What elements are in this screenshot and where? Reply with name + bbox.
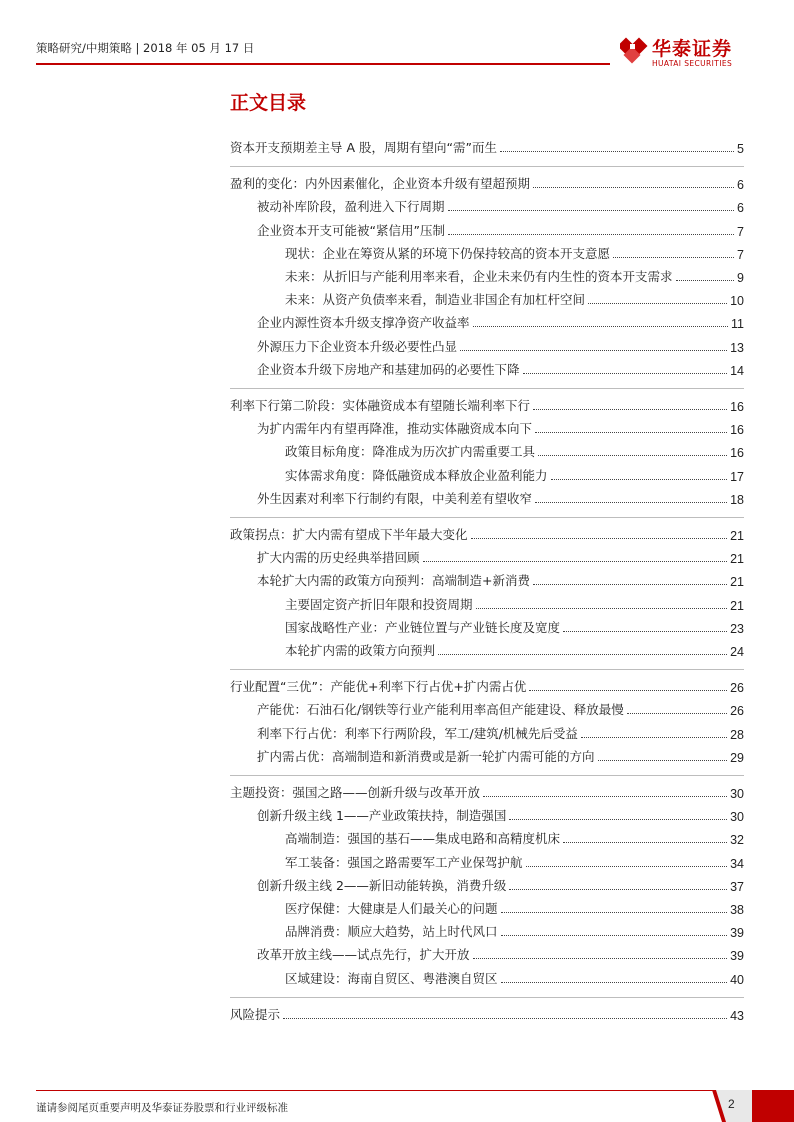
- toc-entry[interactable]: [257, 360, 744, 378]
- toc-group-separator: [230, 517, 744, 518]
- toc-entry[interactable]: [285, 829, 744, 847]
- toc-entry-title: 创新升级主线 2——新旧动能转换，消费升级: [257, 877, 507, 893]
- toc-entry[interactable]: [285, 595, 744, 613]
- toc-leader-dots: [563, 842, 727, 843]
- toc-entry[interactable]: [257, 337, 744, 355]
- toc-entry[interactable]: [257, 724, 744, 742]
- logo-english-name: HUATAI SECURITIES: [652, 59, 733, 68]
- toc-group-separator: [230, 166, 744, 167]
- toc-entry-page: 13: [730, 340, 744, 355]
- toc-entry-title: 扩内需占优：高端制造和新消费或是新一轮扩内需可能的方向: [257, 748, 595, 764]
- toc-entry-title: 被动补库阶段，盈利进入下行周期: [257, 199, 445, 215]
- toc-entry-title: 本轮扩大内需的政策方向预判：高端制造+新消费: [257, 573, 530, 589]
- toc-entry-page: 16: [730, 400, 744, 414]
- toc-entry-title: 主要固定资产折旧年限和投资周期: [285, 596, 473, 612]
- toc-entry[interactable]: [257, 419, 744, 437]
- toc-entry-page: 30: [730, 810, 744, 825]
- header-rule: [36, 63, 610, 65]
- toc-leader-dots: [533, 584, 727, 585]
- toc-entry-page: 28: [730, 727, 744, 742]
- toc-leader-dots: [588, 303, 727, 304]
- toc-entry-title: 风险提示: [230, 1006, 281, 1022]
- page-number: 2: [728, 1097, 735, 1111]
- toc-entry-page: 6: [737, 201, 744, 216]
- toc-entry-title: 利率下行第二阶段：实体融资成本有望随长端利率下行: [230, 398, 531, 413]
- toc-leader-dots: [533, 409, 727, 410]
- toc-group-separator: [230, 775, 744, 776]
- toc-entry-title: 利率下行占优：利率下行两阶段，军工/建筑/机械先后受益: [257, 725, 578, 741]
- toc-leader-dots: [509, 889, 727, 890]
- toc-leader-dots: [283, 1018, 727, 1019]
- toc-entry-page: 24: [730, 645, 744, 659]
- toc-leader-dots: [627, 713, 727, 714]
- toc-leader-dots: [613, 257, 734, 258]
- toc-entry-page: 17: [730, 469, 744, 484]
- toc-entry-page: 18: [730, 492, 744, 507]
- toc-entry[interactable]: [257, 945, 744, 963]
- toc-entry-page: 32: [730, 833, 744, 848]
- toc-leader-dots: [551, 479, 728, 480]
- toc-leader-dots: [438, 654, 727, 655]
- toc-leader-dots: [473, 326, 729, 327]
- toc-entry[interactable]: [257, 221, 744, 239]
- toc-leader-dots: [476, 608, 728, 609]
- toc-entry-title: 现状：企业在筹资从紧的环境下仍保持较高的资本开支意愿: [285, 245, 611, 261]
- toc-leader-dots: [533, 187, 734, 188]
- toc-entry-page: 5: [737, 142, 744, 156]
- toc-leader-dots: [526, 866, 728, 867]
- toc-entry-page: 39: [730, 926, 744, 941]
- toc-entry-title: 资本开支预期差主导 A 股，周期有望向“需”而生: [230, 140, 497, 155]
- toc-leader-dots: [563, 631, 727, 632]
- toc-entry-page: 30: [730, 787, 744, 801]
- toc-entry-title: 政策拐点：扩大内需有望成下半年最大变化: [230, 527, 468, 542]
- toc-entry-page: 21: [730, 598, 744, 613]
- toc-leader-dots: [423, 561, 728, 562]
- toc-entry-page: 38: [730, 903, 744, 917]
- toc-leader-dots: [523, 373, 728, 374]
- toc-entry[interactable]: [285, 853, 744, 871]
- toc-entry-title: 扩大内需的历史经典举措回顾: [257, 550, 420, 566]
- toc-entry-page: 7: [737, 247, 744, 262]
- toc-entry-page: 23: [730, 621, 744, 636]
- toc-entry[interactable]: [230, 174, 744, 192]
- huatai-logo-icon: [620, 34, 648, 64]
- toc-entry-title: 军工装备：强国之路需要军工产业保驾护航: [285, 854, 523, 870]
- toc-entry-page: 29: [730, 750, 744, 765]
- toc-entry[interactable]: [257, 876, 744, 894]
- toc-entry-title: 创新升级主线 1——产业政策扶持，制造强国: [257, 808, 507, 824]
- toc-leader-dots: [460, 350, 727, 351]
- toc-leader-dots: [500, 151, 734, 152]
- toc-entry-page: 26: [730, 681, 744, 696]
- toc-entry-page: 6: [737, 178, 744, 193]
- toc-entry-title: 企业内源性资本升级支撑净资产收益率: [257, 315, 470, 331]
- toc-entry[interactable]: [285, 267, 744, 285]
- toc-entry-title: 主题投资：强国之路——创新升级与改革开放: [230, 785, 481, 800]
- toc-entry-page: 21: [730, 575, 744, 590]
- toc-title: 正文目录: [230, 92, 307, 114]
- toc-entry[interactable]: [285, 466, 744, 484]
- toc-entry-title: 高端制造：强国的基石——集成电路和高精度机床: [285, 831, 561, 847]
- toc-entry[interactable]: [257, 700, 744, 718]
- toc-leader-dots: [501, 912, 728, 913]
- toc-entry-page: 10: [730, 294, 744, 309]
- toc-entry-title: 改革开放主线——试点先行，扩大开放: [257, 947, 470, 963]
- toc-entry-page: 26: [730, 704, 744, 719]
- toc-entry-page: 37: [730, 879, 744, 894]
- toc-entry[interactable]: [257, 197, 744, 215]
- toc-entry-page: 9: [737, 271, 744, 285]
- logo-chinese-name: 华泰证券: [652, 38, 733, 60]
- toc-entry[interactable]: [257, 313, 744, 331]
- toc-leader-dots: [598, 760, 728, 761]
- footer-rule: [36, 1090, 726, 1091]
- toc-entry[interactable]: [285, 244, 744, 262]
- toc-entry-title: 品牌消费：顺应大趋势，站上时代风口: [285, 924, 498, 940]
- toc-entry-title: 企业资本升级下房地产和基建加码的必要性下降: [257, 361, 520, 377]
- toc-leader-dots: [471, 538, 728, 539]
- toc-entry-page: 21: [730, 529, 744, 543]
- toc-entry-title: 未来：从折旧与产能利用率来看，企业未来仍有内生性的资本开支需求: [285, 269, 673, 284]
- toc-leader-dots: [501, 982, 728, 983]
- toc-leader-dots: [535, 502, 727, 503]
- toc-entry-page: 34: [730, 856, 744, 871]
- toc-leader-dots: [581, 737, 727, 738]
- toc-entry-title: 外源压力下企业资本升级必要性凸显: [257, 338, 458, 354]
- toc-leader-dots: [448, 234, 734, 235]
- toc-entry-page: 39: [730, 949, 744, 964]
- footer-disclaimer: 谨请参阅尾页重要声明及华泰证券股票和行业评级标准: [36, 1102, 288, 1114]
- toc-leader-dots: [509, 819, 727, 820]
- toc-entry[interactable]: [257, 548, 744, 566]
- toc-entry-title: 医疗保健：大健康是人们最关心的问题: [285, 901, 498, 916]
- toc-leader-dots: [473, 958, 728, 959]
- toc-entry[interactable]: [257, 489, 744, 507]
- toc-leader-dots: [535, 432, 727, 433]
- toc-entry-page: 14: [730, 363, 744, 378]
- header-breadcrumb: 策略研究/中期策略 | 2018 年 05 月 17 日: [36, 41, 255, 55]
- huatai-logo: [620, 32, 760, 72]
- toc-group-separator: [230, 388, 744, 389]
- toc-leader-dots: [676, 280, 735, 281]
- toc-leader-dots: [448, 210, 735, 211]
- toc-group-separator: [230, 669, 744, 670]
- toc-group-separator: [230, 997, 744, 998]
- toc-entry-page: 40: [730, 972, 744, 987]
- toc-entry[interactable]: [285, 922, 744, 940]
- toc-entry-page: 7: [737, 224, 744, 239]
- toc-entry[interactable]: [230, 1005, 744, 1023]
- toc-leader-dots: [529, 690, 727, 691]
- toc-entry-page: 43: [730, 1008, 744, 1023]
- toc-entry[interactable]: [285, 442, 744, 460]
- toc-entry-page: 11: [731, 317, 744, 332]
- toc-entry-page: 21: [730, 552, 744, 567]
- toc-entry[interactable]: [285, 969, 744, 987]
- toc-entry[interactable]: [257, 571, 744, 589]
- toc-entry-title: 行业配置“三优”：产能优+利率下行占优+扩内需占优: [230, 679, 527, 695]
- toc-entry-title: 盈利的变化：内外因素催化，企业资本升级有望超预期: [230, 176, 531, 192]
- toc-entry[interactable]: [230, 396, 744, 414]
- toc-entry-page: 16: [730, 423, 744, 438]
- toc-entry[interactable]: [285, 899, 744, 917]
- toc-entry[interactable]: [285, 641, 744, 659]
- toc-entry-title: 企业资本开支可能被“紧信用”压制: [257, 222, 445, 238]
- toc-entry[interactable]: [257, 747, 744, 765]
- toc-entry-title: 本轮扩内需的政策方向预判: [285, 643, 436, 658]
- toc-entry-title: 区域建设：海南自贸区、粤港澳自贸区: [285, 970, 498, 986]
- toc-entry-title: 实体需求角度：降低融资成本释放企业盈利能力: [285, 467, 548, 483]
- toc-entry[interactable]: [285, 618, 744, 636]
- toc-entry-title: 外生因素对利率下行制约有限，中美利差有望收窄: [257, 490, 533, 506]
- toc-leader-dots: [483, 796, 727, 797]
- toc-entry[interactable]: [230, 677, 744, 695]
- toc-leader-dots: [538, 455, 727, 456]
- toc-entry[interactable]: [230, 138, 744, 156]
- toc-entry[interactable]: [285, 290, 744, 308]
- toc-entry-title: 国家战略性产业：产业链位置与产业链长度及宽度: [285, 619, 561, 635]
- toc-leader-dots: [501, 935, 728, 936]
- toc-entry-page: 16: [730, 446, 744, 461]
- toc-entry-title: 产能优：石油石化/钢铁等行业产能利用率高但产能建设、释放最慢: [257, 702, 624, 718]
- toc-entry-title: 政策目标角度：降准成为历次扩内需重要工具: [285, 444, 536, 460]
- toc-entry[interactable]: [230, 525, 744, 543]
- page-number-flag: [712, 1090, 794, 1122]
- toc-entry[interactable]: [257, 806, 744, 824]
- toc-entry-title: 未来：从资产负债率来看，制造业非国企有加杠杆空间: [285, 292, 586, 308]
- toc-entry-title: 为扩内需年内有望再降准，推动实体融资成本向下: [257, 421, 533, 437]
- toc-entry[interactable]: [230, 783, 744, 801]
